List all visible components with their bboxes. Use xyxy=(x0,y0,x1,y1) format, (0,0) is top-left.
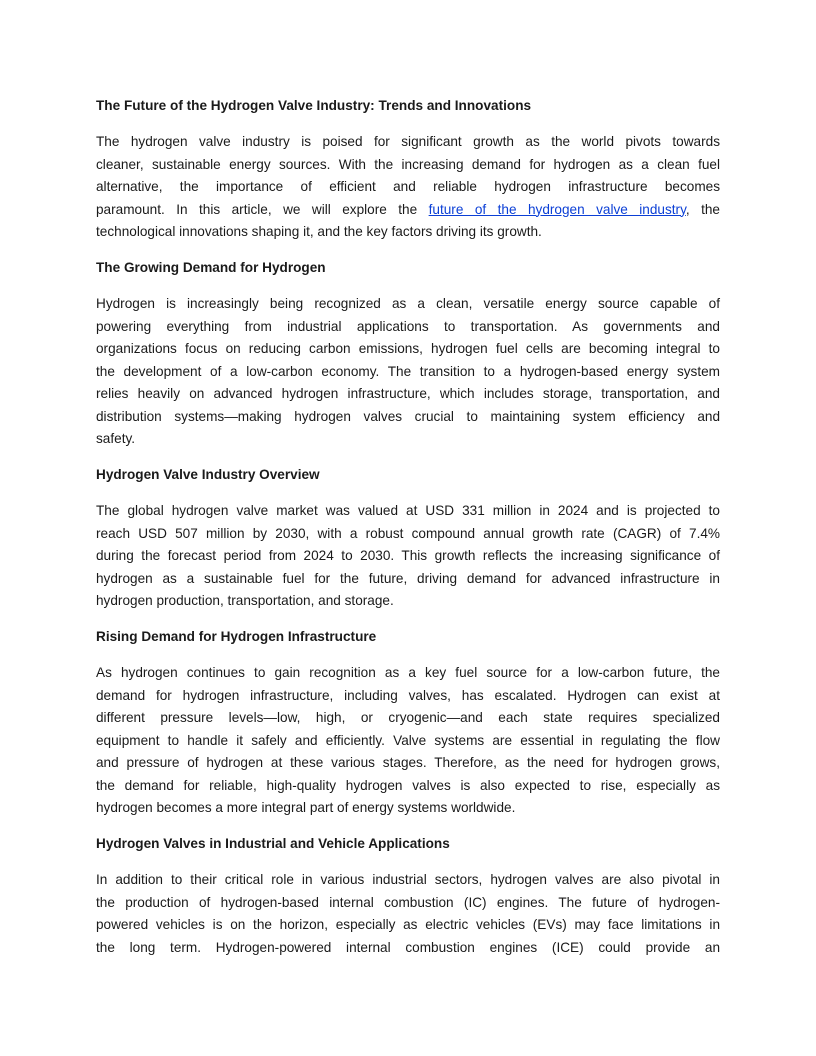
text-line xyxy=(96,199,720,222)
text-line xyxy=(96,221,720,244)
text-segment: paramount. In this article, we will explore the xyxy=(96,201,429,217)
text-line xyxy=(96,937,720,960)
paragraph xyxy=(96,500,720,613)
article-link[interactable]: future of the hydrogen valve industry xyxy=(428,201,686,217)
text-segment: , the xyxy=(685,201,720,217)
paragraph xyxy=(96,131,720,244)
text-line xyxy=(96,869,720,892)
document-page xyxy=(96,95,720,973)
text-line xyxy=(96,500,720,523)
paragraph xyxy=(96,662,720,820)
text-line xyxy=(96,685,720,708)
text-segment: the demand for reliable, high-quality hydrogen valves is also expected to rise, especially as xyxy=(96,777,720,793)
text-line xyxy=(96,662,720,685)
text-segment: distribution systems—making hydrogen valves crucial to maintaining system efficiency and xyxy=(96,408,720,424)
text-segment: the production of hydrogen-based internal combustion (IC) engines. The future of hydrogen- xyxy=(96,894,720,910)
text-segment: The hydrogen valve industry is poised for significant growth as the world pivots towards xyxy=(96,134,720,149)
text-line xyxy=(96,730,720,753)
text-segment: As hydrogen continues to gain recognition as a key fuel source for a low-carbon future, the xyxy=(96,665,720,680)
text-line xyxy=(96,338,720,361)
text-line xyxy=(96,752,720,775)
text-line xyxy=(96,545,720,568)
text-line xyxy=(96,568,720,591)
text-line xyxy=(96,383,720,406)
text-line xyxy=(96,406,720,429)
paragraph xyxy=(96,293,720,451)
text-segment: technological innovations shaping it, and the key factors driving its growth. xyxy=(96,224,542,239)
text-line xyxy=(96,590,720,613)
text-segment: different pressure levels—low, high, or cryogenic—and each state requires specialized xyxy=(96,710,720,725)
text-segment: equipment to handle it safely and efficiently. Valve systems are essential in regulating the flow xyxy=(96,732,720,748)
text-segment: cleaner, sustainable energy sources. With the increasing demand for hydrogen as a clean fuel xyxy=(96,156,720,172)
text-segment: Hydrogen is increasingly being recognized as a clean, versatile energy source capable of xyxy=(96,296,720,311)
document-body xyxy=(96,131,720,959)
text-line xyxy=(96,131,720,154)
text-line xyxy=(96,914,720,937)
text-line xyxy=(96,707,720,730)
text-segment: In addition to their critical role in various industrial sectors, hydrogen valves are also pivotal in xyxy=(96,872,720,887)
text-segment: hydrogen becomes a more integral part of energy systems worldwide. xyxy=(96,800,516,815)
text-segment: hydrogen production, transportation, and storage. xyxy=(96,593,394,608)
paragraph xyxy=(96,869,720,959)
text-line xyxy=(96,293,720,316)
text-segment: relies heavily on advanced hydrogen infrastructure, which includes storage, transportation, and xyxy=(96,386,720,401)
text-segment: the development of a low-carbon economy. The transition to a hydrogen-based energy system xyxy=(96,363,720,379)
text-segment: The global hydrogen valve market was valued at USD 331 million in 2024 and is projected to xyxy=(96,503,720,518)
section-heading: Rising Demand for Hydrogen Infrastructure xyxy=(96,629,377,644)
text-segment: safety. xyxy=(96,431,136,446)
text-line xyxy=(96,428,720,451)
document-title: The Future of the Hydrogen Valve Industry: Trends and Innovations xyxy=(96,98,532,113)
text-line xyxy=(96,892,720,915)
text-line xyxy=(96,154,720,177)
text-segment: reach USD 507 million by 2030, with a robust compound annual growth rate (CAGR) of 7.4% xyxy=(96,525,720,541)
text-segment: powering everything from industrial applications to transportation. As governments and xyxy=(96,318,720,334)
text-segment: organizations focus on reducing carbon emissions, hydrogen fuel cells are becoming integral to xyxy=(96,341,720,356)
text-segment: the long term. Hydrogen-powered internal combustion engines (ICE) could provide an xyxy=(96,939,720,955)
text-segment: powered vehicles is on the horizon, especially as electric vehicles (EVs) may face limitations in xyxy=(96,917,720,932)
text-line xyxy=(96,797,720,820)
text-line xyxy=(96,361,720,384)
text-segment: and pressure of hydrogen at these various stages. Therefore, as the need for hydrogen grows, xyxy=(96,755,720,770)
section-heading: Hydrogen Valve Industry Overview xyxy=(96,467,320,482)
text-segment: demand for hydrogen infrastructure, including valves, has escalated. Hydrogen can exist at xyxy=(96,687,720,703)
text-segment: alternative, the importance of efficient and reliable hydrogen infrastructure becomes xyxy=(96,179,720,194)
text-segment: during the forecast period from 2024 to 2030. This growth reflects the increasing significance of xyxy=(96,548,720,563)
section-heading: Hydrogen Valves in Industrial and Vehicle Applications xyxy=(96,836,450,851)
text-line xyxy=(96,523,720,546)
section-heading: The Growing Demand for Hydrogen xyxy=(96,260,326,275)
text-line xyxy=(96,775,720,798)
text-segment: hydrogen as a sustainable fuel for the future, driving demand for advanced infrastructure in xyxy=(96,570,720,586)
text-line xyxy=(96,176,720,199)
text-line xyxy=(96,316,720,339)
